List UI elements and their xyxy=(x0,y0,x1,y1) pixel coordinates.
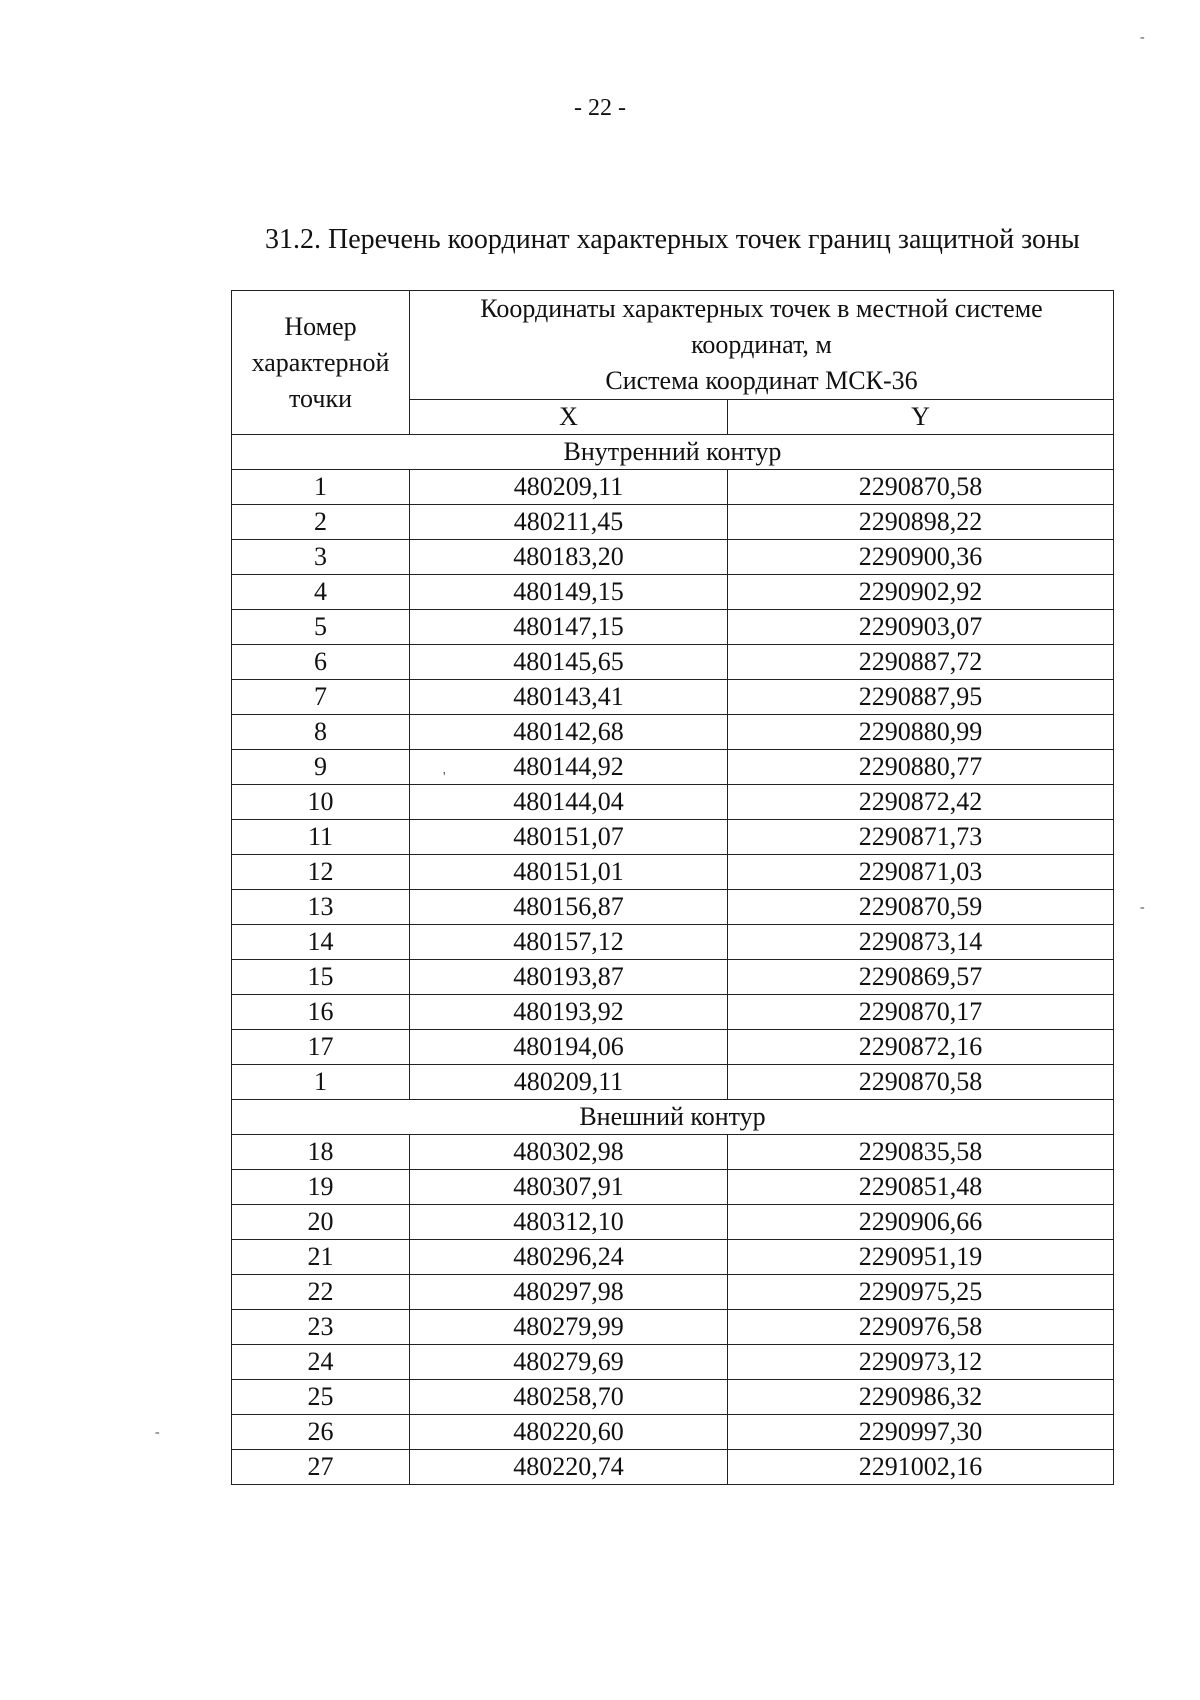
y-coordinate-cell: 2290903,07 xyxy=(728,610,1114,645)
table-row xyxy=(232,925,1114,960)
table-row xyxy=(232,750,1114,785)
x-coordinate-cell: 480296,24 xyxy=(410,1240,728,1275)
x-header: X xyxy=(410,400,728,435)
y-coordinate-cell: 2290871,73 xyxy=(728,820,1114,855)
x-coordinate-cell: 480194,06 xyxy=(410,1030,728,1065)
x-coordinate-cell: 480193,87 xyxy=(410,960,728,995)
point-number-cell: 22 xyxy=(232,1275,410,1310)
table-row xyxy=(232,645,1114,680)
y-coordinate-cell: 2290872,16 xyxy=(728,1030,1114,1065)
point-number-cell: 9 xyxy=(232,750,410,785)
coordinates-header xyxy=(410,291,1114,400)
point-number-cell: 23 xyxy=(232,1310,410,1345)
y-coordinate-cell: 2290872,42 xyxy=(728,785,1114,820)
table-row xyxy=(232,1415,1114,1450)
x-coordinate-cell: 480279,99 xyxy=(410,1310,728,1345)
point-number-cell: 14 xyxy=(232,925,410,960)
x-coordinate-cell: 480211,45 xyxy=(410,505,728,540)
table-row xyxy=(232,855,1114,890)
y-coordinate-cell: 2290976,58 xyxy=(728,1310,1114,1345)
y-coordinate-cell: 2290880,77 xyxy=(728,750,1114,785)
point-number-cell: 25 xyxy=(232,1380,410,1415)
scan-speck: ' xyxy=(443,770,446,785)
y-coordinate-cell: 2290873,14 xyxy=(728,925,1114,960)
coordinates-header-line-2: координат, м xyxy=(691,330,832,359)
x-coordinate-cell: 480279,69 xyxy=(410,1345,728,1380)
table-row xyxy=(232,1030,1114,1065)
point-number-header-line-1: Номер xyxy=(284,311,357,341)
scan-speck: - xyxy=(1140,30,1145,45)
point-number-cell: 7 xyxy=(232,680,410,715)
table-row xyxy=(232,715,1114,750)
y-coordinate-cell: 2290900,36 xyxy=(728,540,1114,575)
table-row xyxy=(232,1450,1114,1485)
point-number-cell: 12 xyxy=(232,855,410,890)
point-number-cell: 3 xyxy=(232,540,410,575)
table-row xyxy=(232,505,1114,540)
x-coordinate-cell: 480302,98 xyxy=(410,1135,728,1170)
section-title: Внутренний контур xyxy=(232,435,1114,470)
x-coordinate-cell: 480297,98 xyxy=(410,1275,728,1310)
x-coordinate-cell: 480149,15 xyxy=(410,575,728,610)
x-coordinate-cell: 480258,70 xyxy=(410,1380,728,1415)
y-coordinate-cell: 2290986,32 xyxy=(728,1380,1114,1415)
y-coordinate-cell: 2290997,30 xyxy=(728,1415,1114,1450)
section-row xyxy=(232,1100,1114,1135)
table-row xyxy=(232,785,1114,820)
table-row xyxy=(232,820,1114,855)
table-row xyxy=(232,540,1114,575)
table-row xyxy=(232,1345,1114,1380)
y-coordinate-cell: 2290975,25 xyxy=(728,1275,1114,1310)
table-row xyxy=(232,1240,1114,1275)
coordinates-table xyxy=(231,290,1114,1485)
table-row xyxy=(232,575,1114,610)
point-number-cell: 13 xyxy=(232,890,410,925)
y-coordinate-cell: 2290835,58 xyxy=(728,1135,1114,1170)
x-coordinate-cell: 480209,11 xyxy=(410,1065,728,1100)
coordinates-header-line-3: Система координат МСК-36 xyxy=(605,366,918,395)
point-number-cell: 27 xyxy=(232,1450,410,1485)
x-coordinate-cell: 480193,92 xyxy=(410,995,728,1030)
point-number-cell: 4 xyxy=(232,575,410,610)
x-coordinate-cell: 480142,68 xyxy=(410,715,728,750)
table-row xyxy=(232,1310,1114,1345)
x-coordinate-cell: 480144,04 xyxy=(410,785,728,820)
scan-speck: - xyxy=(155,1425,160,1440)
point-number-header xyxy=(232,291,410,435)
x-coordinate-cell: 480147,15 xyxy=(410,610,728,645)
x-coordinate-cell: 480312,10 xyxy=(410,1205,728,1240)
y-coordinate-cell: 2290870,58 xyxy=(728,1065,1114,1100)
y-coordinate-cell: 2290887,95 xyxy=(728,680,1114,715)
point-number-cell: 24 xyxy=(232,1345,410,1380)
x-coordinate-cell: 480151,07 xyxy=(410,820,728,855)
document-title: 31.2. Перечень координат характерных точек границ защитной зоны xyxy=(265,224,1080,255)
y-coordinate-cell: 2290870,58 xyxy=(728,470,1114,505)
point-number-cell: 21 xyxy=(232,1240,410,1275)
table-row xyxy=(232,995,1114,1030)
x-coordinate-cell: 480220,74 xyxy=(410,1450,728,1485)
point-number-cell: 19 xyxy=(232,1170,410,1205)
x-coordinate-cell: 480183,20 xyxy=(410,540,728,575)
table-row xyxy=(232,470,1114,505)
x-coordinate-cell: 480143,41 xyxy=(410,680,728,715)
point-number-cell: 26 xyxy=(232,1415,410,1450)
point-number-cell: 6 xyxy=(232,645,410,680)
y-coordinate-cell: 2290898,22 xyxy=(728,505,1114,540)
y-coordinate-cell: 2290906,66 xyxy=(728,1205,1114,1240)
x-coordinate-cell: 480144,92 xyxy=(410,750,728,785)
y-coordinate-cell: 2290973,12 xyxy=(728,1345,1114,1380)
page-number: - 22 - xyxy=(574,95,626,121)
point-number-cell: 15 xyxy=(232,960,410,995)
table-row xyxy=(232,890,1114,925)
x-coordinate-cell: 480157,12 xyxy=(410,925,728,960)
point-number-cell: 2 xyxy=(232,505,410,540)
y-coordinate-cell: 2290871,03 xyxy=(728,855,1114,890)
y-coordinate-cell: 2290880,99 xyxy=(728,715,1114,750)
table-row xyxy=(232,680,1114,715)
point-number-header-line-2: характерной xyxy=(251,347,390,377)
point-number-cell: 11 xyxy=(232,820,410,855)
table-row xyxy=(232,1135,1114,1170)
coordinates-header-line-1: Координаты характерных точек в местной системе xyxy=(480,294,1043,323)
x-coordinate-cell: 480156,87 xyxy=(410,890,728,925)
point-number-cell: 18 xyxy=(232,1135,410,1170)
x-coordinate-cell: 480145,65 xyxy=(410,645,728,680)
y-coordinate-cell: 2290851,48 xyxy=(728,1170,1114,1205)
x-coordinate-cell: 480220,60 xyxy=(410,1415,728,1450)
point-number-cell: 20 xyxy=(232,1205,410,1240)
section-row xyxy=(232,435,1114,470)
table-row xyxy=(232,1380,1114,1415)
x-coordinate-cell: 480209,11 xyxy=(410,470,728,505)
y-coordinate-cell: 2291002,16 xyxy=(728,1450,1114,1485)
table-row xyxy=(232,1205,1114,1240)
point-number-cell: 17 xyxy=(232,1030,410,1065)
x-coordinate-cell: 480151,01 xyxy=(410,855,728,890)
y-coordinate-cell: 2290887,72 xyxy=(728,645,1114,680)
y-coordinate-cell: 2290870,17 xyxy=(728,995,1114,1030)
table-body xyxy=(232,435,1114,1485)
y-coordinate-cell: 2290869,57 xyxy=(728,960,1114,995)
point-number-header-line-3: точки xyxy=(289,383,352,413)
scan-speck: - xyxy=(1140,900,1145,915)
table-row xyxy=(232,610,1114,645)
x-coordinate-cell: 480307,91 xyxy=(410,1170,728,1205)
point-number-cell: 10 xyxy=(232,785,410,820)
y-coordinate-cell: 2290951,19 xyxy=(728,1240,1114,1275)
point-number-cell: 1 xyxy=(232,1065,410,1100)
y-coordinate-cell: 2290902,92 xyxy=(728,575,1114,610)
point-number-cell: 1 xyxy=(232,470,410,505)
point-number-cell: 5 xyxy=(232,610,410,645)
table-row xyxy=(232,1275,1114,1310)
point-number-cell: 8 xyxy=(232,715,410,750)
table-row xyxy=(232,1065,1114,1100)
table-row xyxy=(232,960,1114,995)
point-number-cell: 16 xyxy=(232,995,410,1030)
table-header-row xyxy=(232,291,1114,400)
y-header: Y xyxy=(728,400,1114,435)
y-coordinate-cell: 2290870,59 xyxy=(728,890,1114,925)
section-title: Внешний контур xyxy=(232,1100,1114,1135)
table-row xyxy=(232,1170,1114,1205)
